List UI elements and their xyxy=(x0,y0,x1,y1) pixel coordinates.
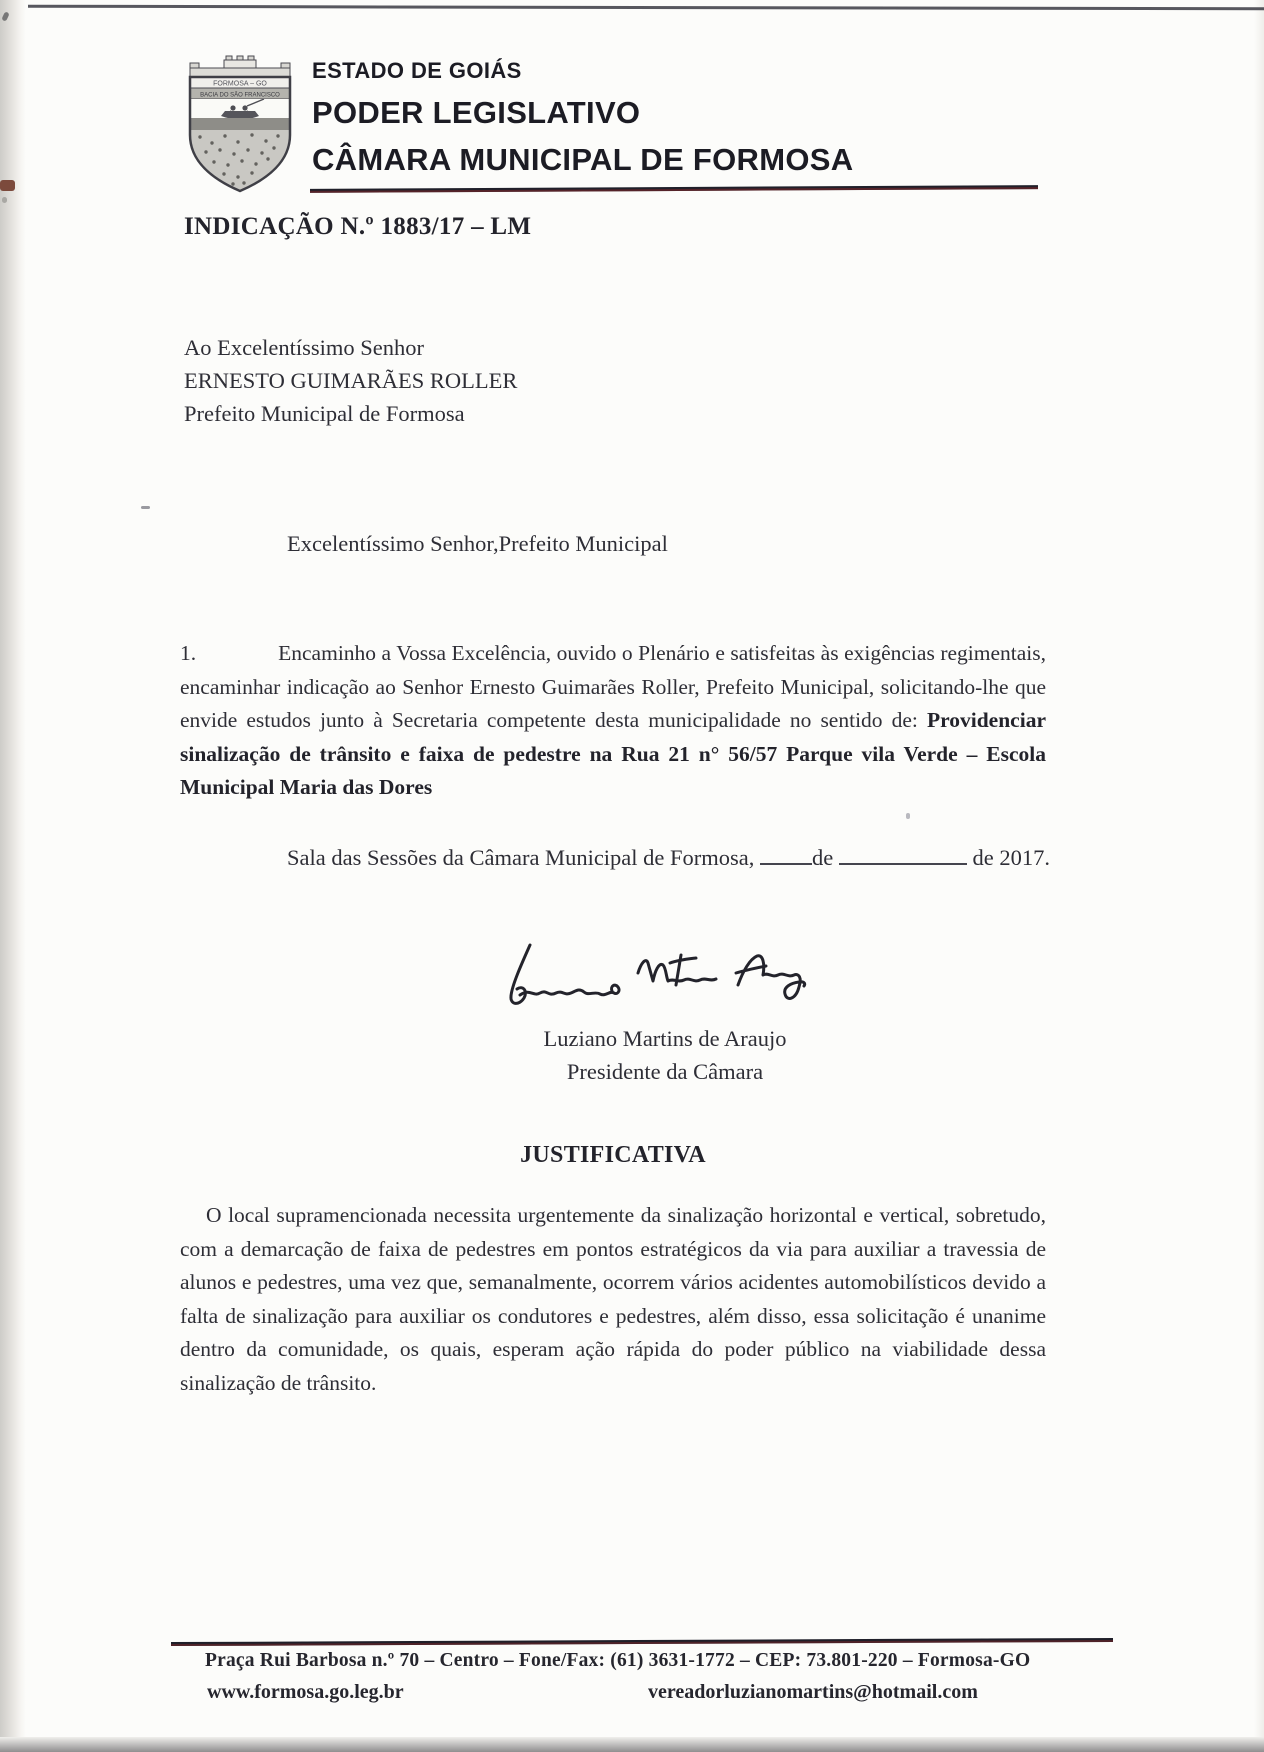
header-divider xyxy=(310,185,1038,193)
scan-top-edge-line xyxy=(28,5,1264,11)
footer-website: www.formosa.go.leg.br xyxy=(207,1681,404,1703)
scan-artifact xyxy=(141,506,150,509)
scan-artifact xyxy=(0,180,15,191)
item-number: 1. xyxy=(180,641,197,665)
document-title: INDICAÇÃO N.º 1883/17 – LM xyxy=(184,213,532,240)
letterhead-state: ESTADO DE GOIÁS xyxy=(312,58,522,83)
scan-bottom-edge xyxy=(0,1737,1264,1752)
justification-paragraph: O local supramencionada necessita urgentemente da sinalização horizontal e vertical, sobretudo, com a demarcação de faixa de pedestres em pontos estratégicos da via para auxiliar a travessia de alunos e pedestres, uma vez que, semanalmente, ocorrem vários acidentes automobilísticos devido a falta de sinalização para auxiliar os condutores e pedestres, além disso, essa solicitação é unanime dentro da comunidade, os quais, esperam ação rápida do poder público na viabilidade dessa sinalização de trânsito. xyxy=(180,1203,1046,1395)
footer-divider xyxy=(171,1638,1113,1646)
scan-artifact xyxy=(906,813,910,819)
date-line-prefix: Sala das Sessões da Câmara Municipal de Formosa, xyxy=(287,845,761,870)
justification-heading: JUSTIFICATIVA xyxy=(520,1142,706,1168)
date-line-de: de xyxy=(812,845,834,870)
day-blank-line xyxy=(760,863,812,865)
month-blank-line xyxy=(839,863,967,865)
body-text-normal: Encaminho a Vossa Excelência, ouvido o Plenário e satisfeitas às exigências regimentais, encaminhar indicação ao Senhor Ernesto Guimarães Roller, Prefeito Municipal, solicitando-lhe que envide estudos junto à Secretaria competente desta municipalidade no sentido de: xyxy=(180,641,1046,732)
addressee-name: ERNESTO GUIMARÃES ROLLER xyxy=(184,368,518,393)
scan-edge-left xyxy=(0,0,26,1752)
addressee-block xyxy=(184,331,517,430)
letterhead-chamber: CÂMARA MUNICIPAL DE FORMOSA xyxy=(312,142,854,177)
date-line-year: de 2017. xyxy=(966,845,1051,870)
footer-address-line: Praça Rui Barbosa n.º 70 – Centro – Fone/Fax: (61) 3631-1772 – CEP: 73.801-220 – Formosa-GO xyxy=(205,1650,1031,1671)
logo-band2-text: BACIA DO SÃO FRANCISCO xyxy=(200,92,280,99)
scan-edge-right xyxy=(1254,0,1264,1752)
signature-handwriting xyxy=(500,933,810,1018)
signatory-block xyxy=(380,1022,950,1088)
logo-band1-text: FORMOSA – GO xyxy=(213,80,267,88)
letterhead-branch: PODER LEGISLATIVO xyxy=(312,95,641,130)
addressee-role: Prefeito Municipal de Formosa xyxy=(184,401,465,426)
date-line xyxy=(287,845,1050,871)
signatory-role: Presidente da Câmara xyxy=(566,1059,764,1084)
letterhead xyxy=(312,58,853,178)
scan-artifact xyxy=(2,197,7,203)
body-text-request: Providenciar sinalização de trânsito e faixa de pedestre na Rua 21 n° 56/57 Parque vila Verde – Escola Municipal Maria das Dores xyxy=(180,708,1046,799)
addressee-greeting: Ao Excelentíssimo Senhor xyxy=(184,335,424,360)
footer-email: vereadorluzianomartins@hotmail.com xyxy=(648,1681,978,1703)
signatory-name: Luziano Martins de Araujo xyxy=(543,1026,787,1051)
body-paragraph xyxy=(180,637,1046,805)
salutation: Excelentíssimo Senhor,Prefeito Municipal xyxy=(287,531,668,556)
coat-of-arms-icon xyxy=(178,55,302,195)
